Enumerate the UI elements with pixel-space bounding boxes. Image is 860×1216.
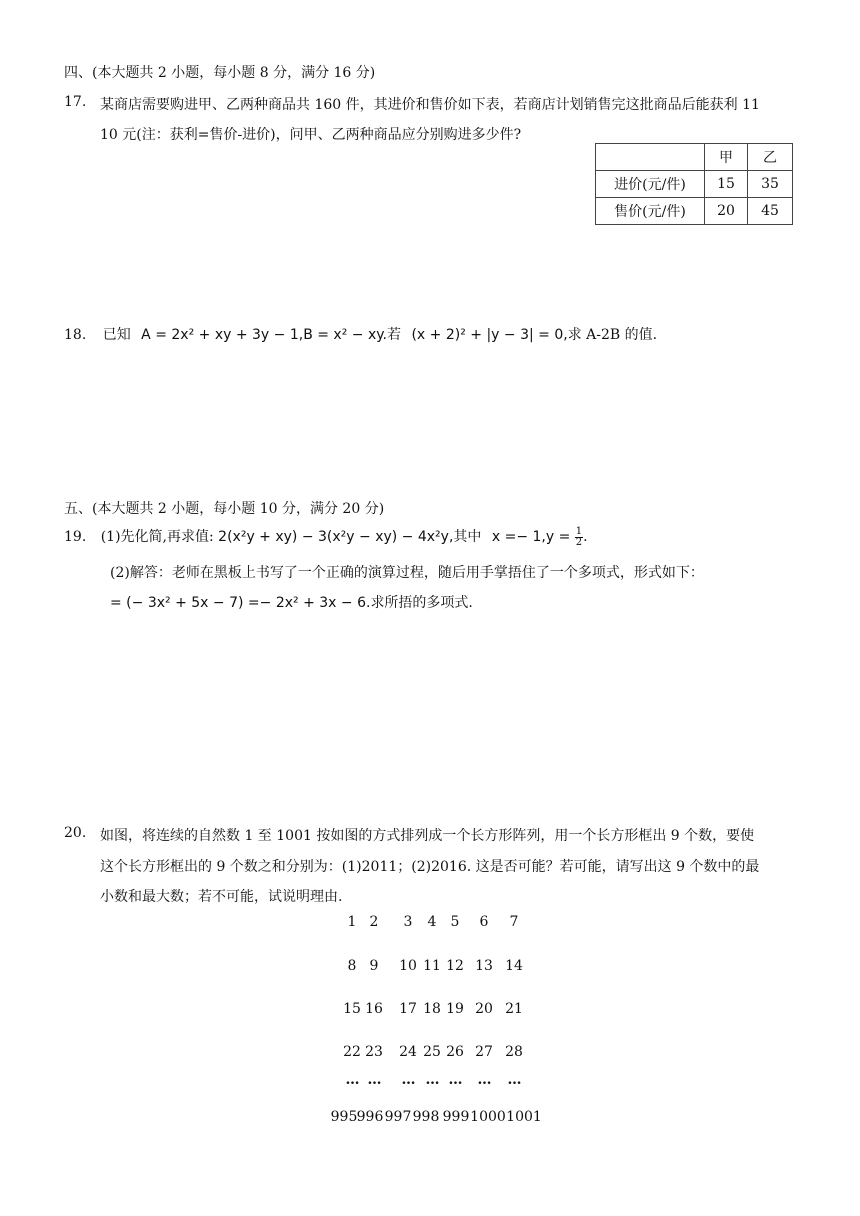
grid-cell: 4: [427, 914, 437, 930]
q17-text-line2: 10 元(注：获利=售价-进价)，问甲、乙两种商品应分别购进多少件?: [100, 127, 522, 143]
price-table-header-row: [596, 144, 793, 171]
grid-cell: 6: [479, 914, 489, 930]
q18-lead: 已知: [102, 327, 131, 343]
table-cell: 35: [748, 171, 793, 198]
grid-cell: 5: [450, 914, 460, 930]
q19-period: .: [583, 529, 588, 545]
fraction-one-half: [575, 527, 583, 548]
q19-part1-where: 其中: [453, 529, 482, 545]
grid-cell: 27: [475, 1044, 493, 1060]
grid-cell: 8: [347, 958, 357, 974]
q17-number: 17.: [64, 94, 87, 110]
q19-part1-expression: 2(x²y + xy) − 3(x²y − xy) − 4x²y,: [218, 529, 454, 545]
q18-line: [64, 324, 657, 344]
grid-cell: 997: [384, 1109, 412, 1125]
table-cell: 15: [705, 171, 748, 198]
grid-cell: 16: [365, 1001, 383, 1017]
q19-part1-values: x =− 1,y =: [491, 529, 571, 545]
grid-cell: 1000: [470, 1109, 506, 1125]
q20-number: 20.: [64, 825, 87, 841]
q19-part2-tail: 求所捂的多项式.: [370, 595, 473, 611]
grid-cell: 26: [446, 1044, 464, 1060]
grid-cell: 11: [423, 958, 441, 974]
section-5-header: 五、(本大题共 2 小题，每小题 10 分，满分 20 分): [64, 501, 385, 517]
q18-expression-a-b: A = 2x² + xy + 3y − 1,B = x² − xy.: [141, 327, 387, 343]
grid-cell: 23: [365, 1044, 383, 1060]
q18-if: 若: [387, 327, 401, 343]
grid-cell: 999: [442, 1109, 470, 1125]
q19-part2-expression: = (− 3x² + 5x − 7) =− 2x² + 3x − 6.: [110, 595, 371, 611]
grid-cell: 20: [475, 1001, 493, 1017]
price-table: [595, 143, 793, 225]
grid-cell: 1: [347, 914, 357, 930]
grid-cell: 7: [509, 914, 519, 930]
grid-cell: 24: [399, 1044, 417, 1060]
grid-cell: …: [425, 1072, 439, 1088]
grid-cell: 996: [356, 1109, 384, 1125]
q19-part1-line: [64, 526, 588, 548]
section-4-header: 四、(本大题共 2 小题，每小题 8 分，满分 16 分): [64, 65, 376, 81]
q19-part2-line2: [110, 592, 473, 612]
fraction-numerator: 1: [575, 525, 583, 537]
grid-cell: 10: [399, 958, 417, 974]
grid-cell: …: [345, 1072, 359, 1088]
grid-cell: …: [448, 1072, 462, 1088]
grid-cell: 1001: [506, 1109, 542, 1125]
grid-cell: …: [401, 1072, 415, 1088]
q19-part1-lead: (1)先化简,再求值:: [100, 529, 214, 545]
grid-cell: 998: [412, 1109, 440, 1125]
q20-text-line1: 如图，将连续的自然数 1 至 1001 按如图的方式排列成一个长方形阵列，用一个长方形框出 9 个数，要使: [100, 828, 755, 844]
q18-number: 18.: [64, 327, 87, 343]
grid-cell: 3: [403, 914, 413, 930]
table-header-cell: [596, 144, 705, 171]
grid-cell: …: [367, 1072, 381, 1088]
grid-cell: 12: [446, 958, 464, 974]
grid-cell: 28: [505, 1044, 523, 1060]
fraction-denominator: 2: [575, 536, 583, 548]
grid-cell: 2: [369, 914, 379, 930]
q20-text-line3: 小数和最大数；若不可能，试说明理由.: [100, 889, 343, 905]
table-header-cell: 乙: [748, 144, 793, 171]
grid-cell: …: [507, 1072, 521, 1088]
table-row: [596, 198, 793, 225]
table-cell: 20: [705, 198, 748, 225]
grid-cell: …: [477, 1072, 491, 1088]
table-header-cell: 甲: [705, 144, 748, 171]
grid-cell: 18: [423, 1001, 441, 1017]
q18-tail: 求 A-2B 的值.: [567, 327, 658, 343]
table-cell: 45: [748, 198, 793, 225]
grid-cell: 25: [423, 1044, 441, 1060]
grid-cell: 17: [399, 1001, 417, 1017]
q17-text-line1: 某商店需要购进甲、乙两种商品共 160 件，其进价和售价如下表，若商店计划销售完这批商品后能获利 11: [100, 97, 760, 113]
table-cell: 进价(元/件): [596, 171, 705, 198]
q20-text-line2: 这个长方形框出的 9 个数之和分别为：(1)2011；(2)2016. 这是否可能？若可能，请写出这 9 个数中的最: [100, 859, 760, 875]
table-row: [596, 171, 793, 198]
q19-number: 19.: [64, 529, 87, 545]
grid-cell: 15: [343, 1001, 361, 1017]
grid-cell: 22: [343, 1044, 361, 1060]
grid-cell: 995: [330, 1109, 358, 1125]
grid-cell: 14: [505, 958, 523, 974]
q19-part2-line1: (2)解答：老师在黑板上书写了一个正确的演算过程，随后用手掌捂住了一个多项式，形式如下：: [110, 565, 704, 581]
grid-cell: 9: [369, 958, 379, 974]
grid-cell: 19: [446, 1001, 464, 1017]
grid-cell: 13: [475, 958, 493, 974]
table-cell: 售价(元/件): [596, 198, 705, 225]
grid-cell: 21: [505, 1001, 523, 1017]
q18-condition: (x + 2)² + |y − 3| = 0,: [411, 327, 568, 343]
